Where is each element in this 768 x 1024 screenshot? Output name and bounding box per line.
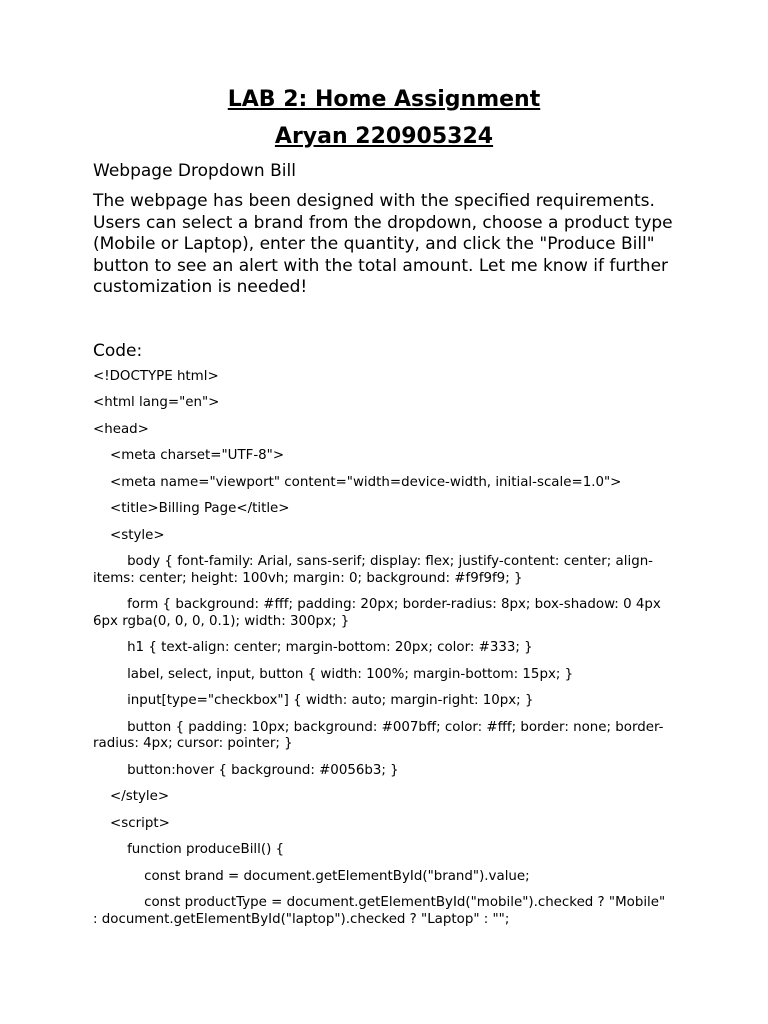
code-line: input[type="checkbox"] { width: auto; margin-right: 10px; } [93, 693, 534, 708]
code-line: <script> [93, 815, 170, 831]
code-line: <meta name="viewport" content="width=device-width, initial-scale=1.0"> [93, 474, 622, 490]
code-line: h1 { text-align: center; margin-bottom: 20px; color: #333; } [93, 640, 533, 655]
code-line: const productType = document.getElementById("mobile").checked ? "Mobile" : document.getElementById("laptop").checked ? "Laptop" : ""; [93, 895, 670, 927]
author-line: Aryan 220905324 [274, 124, 494, 149]
code-block [93, 369, 673, 929]
section-subtitle: Webpage Dropdown Bill [93, 161, 296, 181]
code-line: function produceBill() { [93, 842, 285, 857]
code-line: <!DOCTYPE html> [93, 368, 219, 384]
document-title: LAB 2: Home Assignment [227, 87, 541, 112]
code-line: body { font-family: Arial, sans-serif; display: flex; justify-content: center; align-items: center; height: 100vh; margin: 0; background: #f9f9f9; } [93, 554, 654, 586]
document-page [93, 86, 673, 938]
code-line: const brand = document.getElementById("brand").value; [93, 868, 530, 884]
code-heading: Code: [93, 340, 143, 361]
code-line: button:hover { background: #0056b3; } [93, 762, 399, 778]
code-line: </style> [93, 789, 170, 804]
code-line: <meta charset="UTF-8"> [93, 448, 285, 463]
code-line: <style> [93, 527, 165, 543]
code-line: <head> [93, 421, 149, 437]
code-line: <title>Billing Page</title> [93, 501, 290, 516]
code-line: form { background: #fff; padding: 20px; border-radius: 8px; box-shadow: 0 4px 6px rgba(0, 0, 0, 0.1); width: 300px; } [93, 597, 666, 629]
code-line: button { padding: 10px; background: #007bff; color: #fff; border: none; border-radius: 4px; cursor: pointer; } [93, 719, 664, 751]
description-paragraph: The webpage has been designed with the specified requirements. Users can select a brand from the dropdown, choose a product type (Mobile or Laptop), enter the quantity, and click the "Produce Bill" button to see an alert with the total amount. Let me know if further customization is needed! [93, 191, 673, 297]
code-line: <html lang="en"> [93, 395, 220, 410]
code-line: label, select, input, button { width: 100%; margin-bottom: 15px; } [93, 666, 574, 682]
